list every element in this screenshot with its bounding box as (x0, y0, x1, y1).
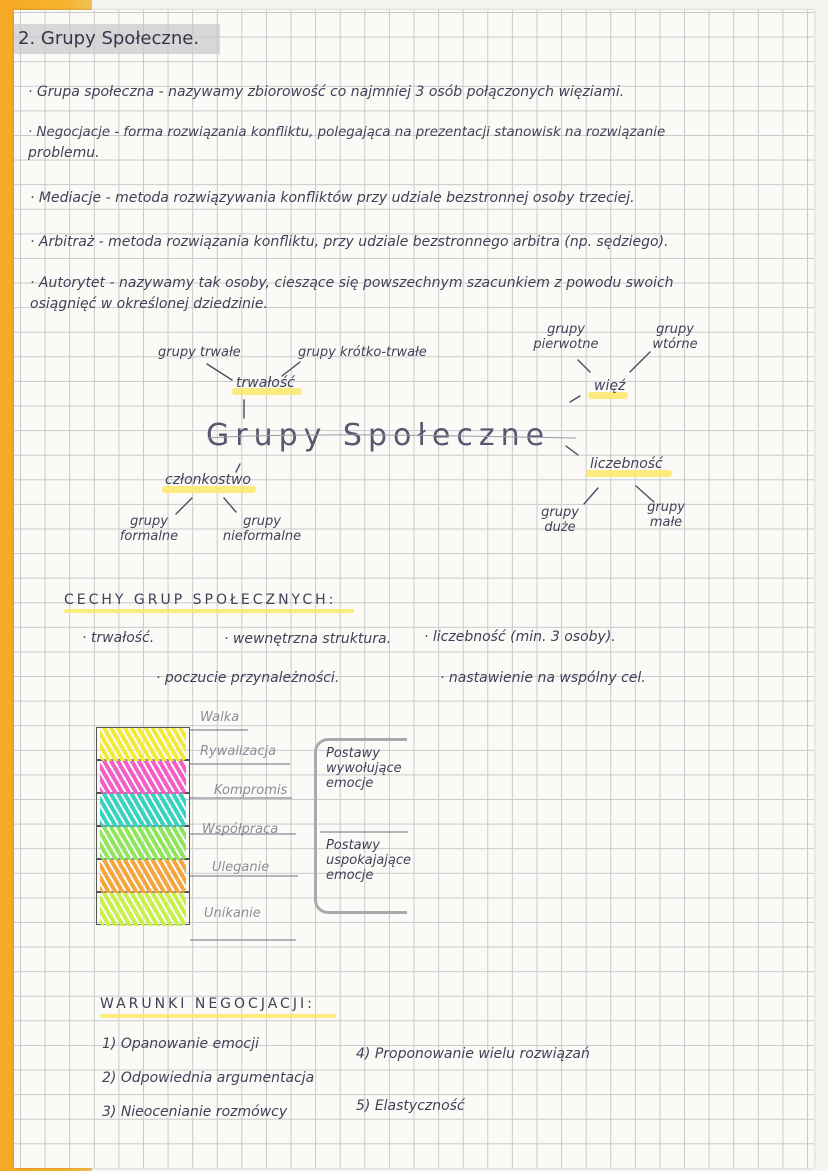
mindmap-trwalosc: trwałość (236, 375, 295, 391)
warunki-underline (100, 1014, 336, 1018)
definition-negocjacje-cont: problemu. (28, 145, 100, 161)
postawy-wywolujace: Postawy wywołujące emocje (326, 746, 402, 791)
warunek-5: 5) Elastyczność (356, 1098, 465, 1114)
definition-arbitraz: · Arbitraż - metoda rozwiązania konfliktu, przy udziale bezstronnego arbitra (np. sędziego). (30, 234, 669, 250)
postawa-rywalizacja: Rywalizacja (200, 744, 277, 759)
definition-autorytet-cont: osiągnięć w określonej dziedzinie. (30, 296, 268, 312)
mindmap-grupy-formalne: grupy formalne (119, 514, 179, 544)
mindmap-wiez: więź (594, 378, 626, 394)
cecha-struktura: · wewnętrzna struktura. (224, 631, 392, 647)
mindmap-grupy-nieformalne: grupy nieformalne (222, 514, 302, 544)
definition-mediacje: · Mediacje - metoda rozwiązywania konfliktów przy udziale bezstronnej osoby trzeciej. (30, 190, 635, 206)
cecha-wspolny-cel: · nastawienie na wspólny cel. (440, 670, 646, 686)
mindmap-center: Grupy Społeczne (206, 418, 551, 453)
definition-autorytet: · Autorytet - nazywamy tak osoby, cieszące się powszechnym szacunkiem z powodu swoich (30, 275, 674, 291)
mindmap-czlonkostwo: członkostwo (165, 472, 251, 488)
page-title: 2. Grupy Społeczne. (18, 28, 200, 49)
warunek-2: 2) Odpowiednia argumentacja (102, 1070, 315, 1086)
postawa-uleganie: Uleganie (212, 860, 270, 875)
postawa-wspolpraca: Współpraca (202, 822, 279, 837)
cechy-heading: CECHY GRUP SPOŁECZNYCH: (64, 592, 337, 608)
warunek-3: 3) Nieocenianie rozmówcy (102, 1104, 288, 1120)
postawa-unikanie: Unikanie (204, 906, 261, 921)
mindmap-grupy-duze: grupy duże (541, 505, 579, 535)
warunek-4: 4) Proponowanie wielu rozwiązań (356, 1046, 590, 1062)
cecha-liczebnosc: · liczebność (min. 3 osoby). (424, 629, 616, 645)
mindmap-grupy-krotkotrwale: grupy krótko-trwałe (298, 345, 427, 360)
definition-grupa: · Grupa społeczna - nazywamy zbiorowość co najmniej 3 osób połączonych więziami. (28, 84, 625, 100)
postawy-uspokajajace: Postawy uspokajające emocje (326, 838, 412, 883)
cecha-trwalosc: · trwałość. (82, 630, 155, 646)
postawa-walka: Walka (200, 710, 240, 725)
mindmap-grupy-wtorne: grupy wtórne (652, 322, 698, 352)
warunki-heading: WARUNKI NEGOCJACJI: (100, 996, 315, 1012)
mindmap-liczebnosc: liczebność (590, 456, 663, 472)
mindmap-grupy-male: grupy małe (647, 500, 685, 530)
warunek-1: 1) Opanowanie emocji (102, 1036, 259, 1052)
mindmap-grupy-pierwotne: grupy pierwotne (533, 322, 599, 352)
mindmap-grupy-trwale: grupy trwałe (158, 345, 241, 360)
cecha-przynaleznosc: · poczucie przynależności. (156, 670, 340, 686)
postawa-kompromis: Kompromis (214, 783, 288, 798)
definition-negocjacje: · Negocjacje - forma rozwiązania konfliktu, polegająca na prezentacji stanowisk na rozwiązanie (28, 125, 666, 140)
